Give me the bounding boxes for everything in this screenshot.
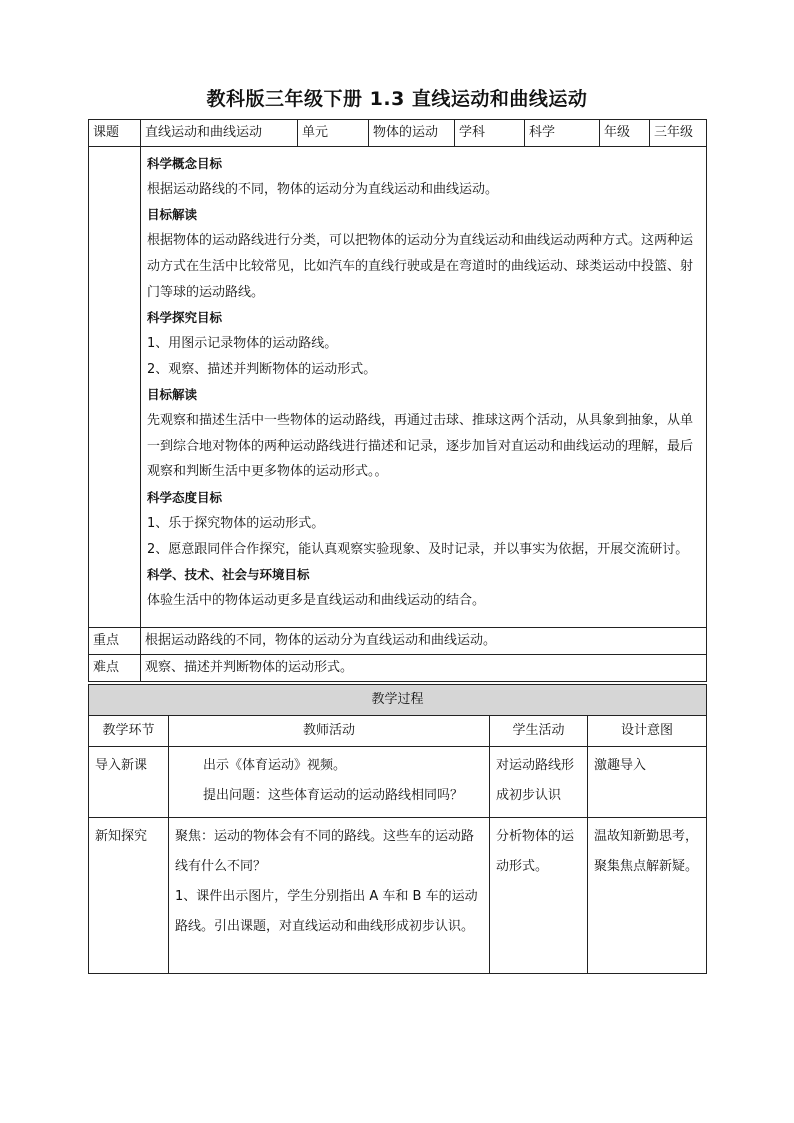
goals-cell: [141, 147, 707, 628]
key-point-text: 根据运动路线的不同，物体的运动分为直线运动和曲线运动。: [141, 628, 707, 655]
topic-label: 课题: [89, 120, 141, 147]
process-columns-row: [89, 716, 707, 747]
lesson-info-table: [88, 119, 707, 682]
teacher-cell: [169, 818, 490, 974]
sts-heading: 科学、技术、社会与环境目标: [147, 567, 310, 583]
difficulty-row: [89, 655, 707, 682]
unit-value: 物体的运动: [369, 120, 455, 147]
concept-interp-text: 根据物体的运动路线进行分类，可以把物体的运动分为直线运动和曲线运动两种方式。这两种运动方式在生活中比较常见，比如汽车的直线行驶或是在弯道时的曲线运动、球类运动中投篮、射门等球的运动路线。: [147, 233, 694, 300]
intent-cell: 温故知新勤思考，聚集焦点解新疑。: [588, 818, 707, 974]
process-header: 教学过程: [89, 685, 707, 716]
document-title: 教科版三年级下册 1.3 直线运动和曲线运动: [206, 88, 588, 110]
attitude-heading: 科学态度目标: [147, 490, 223, 506]
column-teacher: 教师活动: [169, 716, 490, 747]
teacher-cell: [169, 747, 490, 818]
teacher-line: 出示《体育运动》视频。: [203, 758, 347, 773]
concept-text: 根据运动路线的不同，物体的运动分为直线运动和曲线运动。: [147, 181, 499, 197]
subject-value: 科学: [525, 120, 600, 147]
process-row-explore: [89, 818, 707, 974]
concept-heading: 科学概念目标: [147, 156, 223, 171]
stage-cell: 新知探究: [89, 818, 169, 974]
column-stage: 教学环节: [89, 716, 169, 747]
info-row: [89, 120, 707, 147]
teacher-line: 提出问题：这些体育运动的运动路线相同吗？: [203, 788, 464, 803]
attitude-item-2: 2、愿意跟同伴合作探究，能认真观察实验现象、及时记录，并以事实为依据，开展交流研讨。: [147, 541, 689, 557]
difficulty-text: 观察、描述并判断物体的运动形式。: [141, 655, 707, 682]
key-point-label: 重点: [89, 628, 141, 655]
student-cell: 对运动路线形成初步认识: [490, 747, 588, 818]
intent-cell: 激趣导入: [588, 747, 707, 818]
goals-row: [89, 147, 707, 628]
attitude-item-1: 1、乐于探究物体的运动形式。: [147, 515, 325, 531]
sts-text: 体验生活中的物体运动更多是直线运动和曲线运动的结合。: [147, 592, 486, 608]
concept-interp-heading: 目标解读: [147, 207, 198, 223]
teacher-line: 1、课件出示图片，学生分别指出 A 车和 B 车的运动路线。引出课题，对直线运动和曲线形成初步认识。: [175, 889, 478, 934]
grade-label: 年级: [600, 120, 650, 147]
key-point-row: [89, 628, 707, 655]
inquiry-interp-heading: 目标解读: [147, 387, 198, 403]
inquiry-heading: 科学探究目标: [147, 310, 223, 326]
stage-cell: 导入新课: [89, 747, 169, 818]
teacher-line: 聚焦：运动的物体会有不同的路线。这些车的运动路线有什么不同？: [175, 829, 475, 874]
topic-value: 直线运动和曲线运动: [141, 120, 298, 147]
teaching-process-table: [88, 684, 707, 974]
inquiry-interp-text: 先观察和描述生活中一些物体的运动路线，再通过击球、推球这两个活动，从具象到抽象，从单一到综合地对物体的两种运动路线进行描述和记录，逐步加旨对直运动和曲线运动的理解，最后观察和判断生活中更多物体的运动形式。。: [147, 413, 694, 480]
subject-label: 学科: [455, 120, 525, 147]
grade-value: 三年级: [650, 120, 707, 147]
difficulty-label: 难点: [89, 655, 141, 682]
inquiry-item-1: 1、用图示记录物体的运动路线。: [147, 335, 338, 351]
student-cell: 分析物体的运动形式。: [490, 818, 588, 974]
goals-label-cell: [89, 147, 141, 628]
process-row-intro: [89, 747, 707, 818]
column-intent: 设计意图: [588, 716, 707, 747]
inquiry-item-2: 2、观察、描述并判断物体的运动形式。: [147, 361, 377, 377]
process-header-row: [89, 685, 707, 716]
column-student: 学生活动: [490, 716, 588, 747]
unit-label: 单元: [298, 120, 369, 147]
